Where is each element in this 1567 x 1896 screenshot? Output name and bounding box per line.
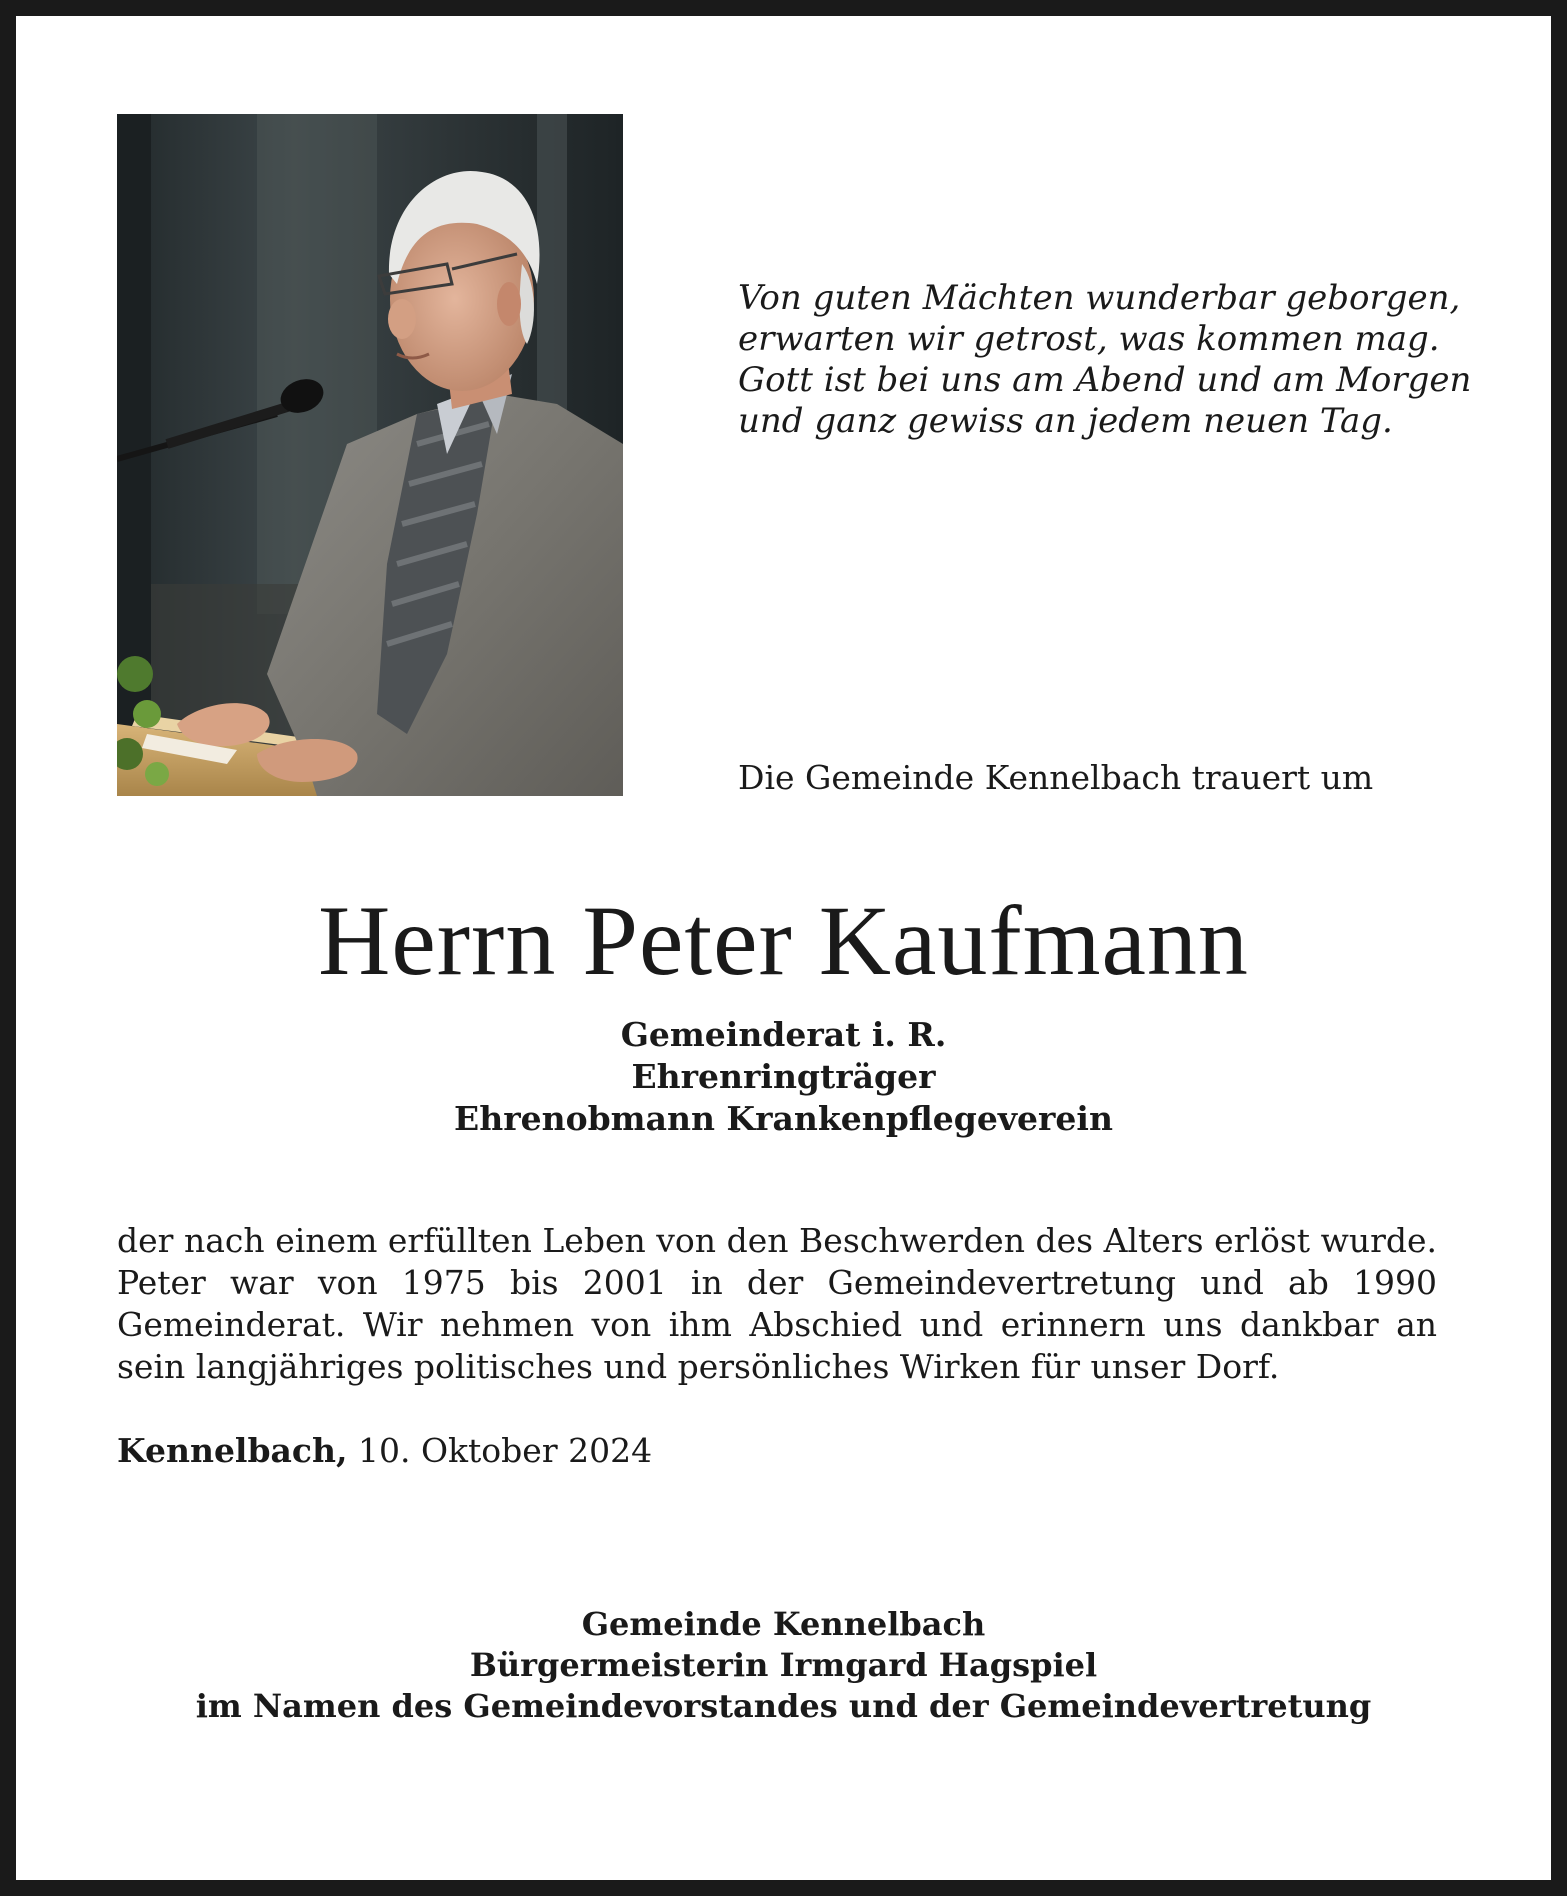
deceased-name: Herrn Peter Kaufmann bbox=[318, 885, 1249, 996]
portrait-illustration bbox=[117, 114, 623, 796]
portrait-photo bbox=[117, 114, 623, 796]
signature-line: im Namen des Gemeindevorstandes und der Gemeindevertretung bbox=[195, 1687, 1372, 1725]
title-line: Gemeinderat i. R. bbox=[620, 1015, 947, 1054]
date: 10. Oktober 2024 bbox=[358, 1431, 653, 1470]
signature-line: Bürgermeisterin Irmgard Hagspiel bbox=[469, 1646, 1098, 1684]
poem-line: Von guten Mächten wunderbar geborgen, bbox=[738, 278, 1461, 318]
poem-line: Gott ist bei uns am Abend und am Morgen bbox=[738, 360, 1472, 400]
title-line: Ehrenringträger bbox=[631, 1057, 936, 1096]
deceased-titles bbox=[0, 1014, 1567, 1140]
signature-line: Gemeinde Kennelbach bbox=[581, 1605, 986, 1643]
poem-line: erwarten wir getrost, was kommen mag. bbox=[738, 319, 1440, 359]
poem bbox=[738, 278, 1478, 442]
mourning-intro: Die Gemeinde Kennelbach trauert um bbox=[738, 758, 1374, 797]
poem-line: und ganz gewiss an jedem neuen Tag. bbox=[738, 401, 1393, 441]
signature-block bbox=[0, 1604, 1567, 1727]
place: Kennelbach, bbox=[117, 1431, 348, 1470]
obituary-body: der nach einem erfüllten Leben von den Beschwerden des Alters erlöst wurde. Peter war von 1975 bis 2001 in der Gemeindevertretung und ab 1990 Gemeinderat. Wir nehmen von ihm Abschied und erinnern uns dankbar an sein langjähriges politisches und persönliches Wirken für unser Dorf. bbox=[117, 1221, 1437, 1386]
title-line: Ehrenobmann Krankenpflegeverein bbox=[454, 1099, 1113, 1138]
place-date bbox=[117, 1430, 652, 1472]
